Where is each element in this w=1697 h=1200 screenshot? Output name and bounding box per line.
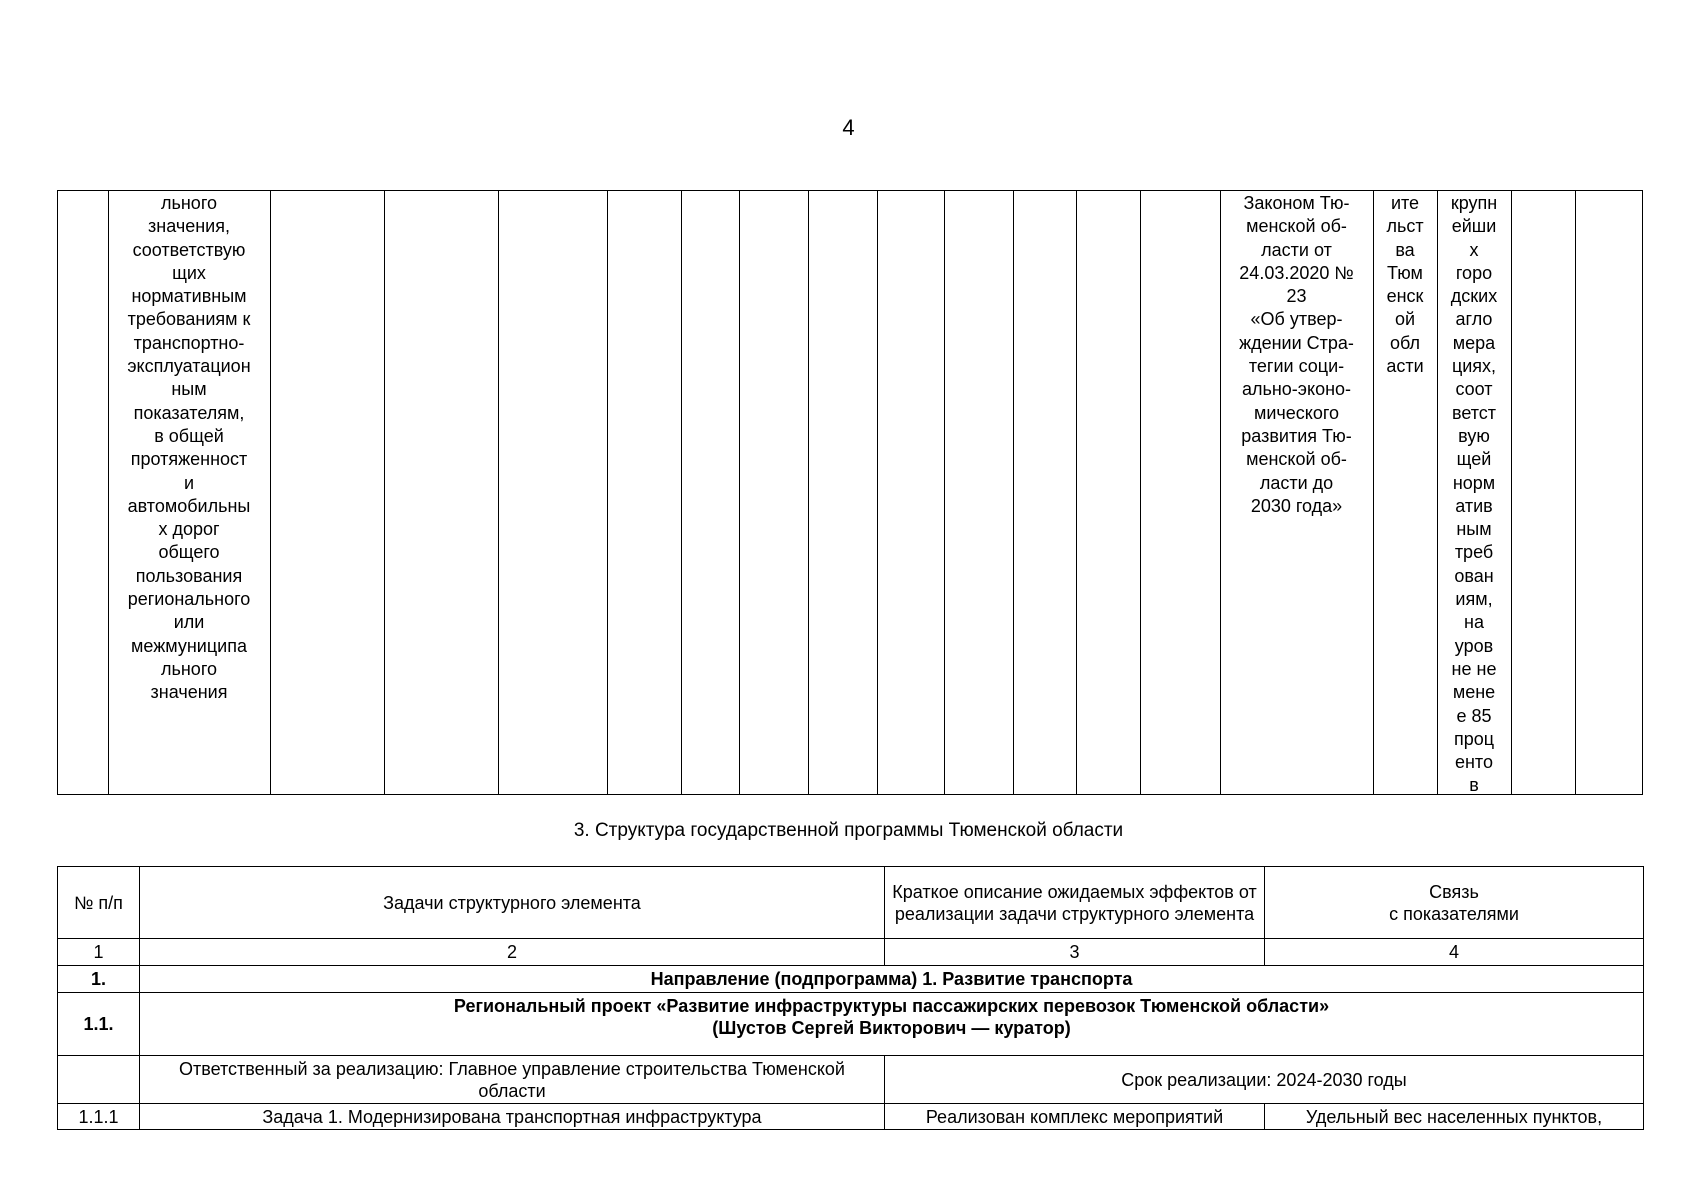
government-cell: ите льст ва Тюм енск ой обл асти: [1386, 193, 1424, 377]
responsible-text: Ответственный за реализацию: Главное управление строительства Тюменской области: [140, 1056, 885, 1104]
column-divider: [1575, 190, 1576, 795]
effect-text: Реализован комплекс мероприятий: [885, 1104, 1265, 1130]
column-divider: [1511, 190, 1512, 795]
continuation-table: [57, 190, 1643, 795]
column-divider: [498, 190, 499, 795]
indicator-cell: льного значения, соответствую щих нормативным требованиям к транспортно- эксплуатацион ным показателям, в общей протяженност и автомобильны х дорог общего пользования регионального или межмуниципа льного значения: [127, 193, 251, 703]
column-divider: [1013, 190, 1014, 795]
col-number: 3: [885, 939, 1265, 966]
task-row: [58, 1104, 1644, 1130]
column-divider: [808, 190, 809, 795]
task-text: Задача 1. Модернизирована транспортная инфраструктура: [140, 1104, 885, 1130]
section-title: 3. Структура государственной программы Тюменской области: [573, 820, 1124, 841]
direction-num: 1.: [58, 966, 140, 993]
col-number: 1: [58, 939, 140, 966]
column-divider: [1140, 190, 1141, 795]
project-cell: [140, 993, 1644, 1056]
goal-cell: крупн ейши х горо дских агло мера циях, соот ветст вую щей норм атив ным треб ован иям, на уров не не мене е 85 проц енто в: [1450, 193, 1498, 796]
col-number: 4: [1265, 939, 1644, 966]
header-num: № п/п: [58, 867, 140, 939]
column-number-row: [58, 939, 1644, 966]
column-divider: [877, 190, 878, 795]
column-divider: [681, 190, 682, 795]
indicator-text: Удельный вес населенных пунктов,: [1265, 1104, 1644, 1130]
responsible-row: [58, 1056, 1644, 1104]
column-divider: [1076, 190, 1077, 795]
header-row: [58, 867, 1644, 939]
column-divider: [944, 190, 945, 795]
header-link: Связь с показателями: [1265, 867, 1644, 939]
empty-cell: [58, 1056, 140, 1104]
column-divider: [270, 190, 271, 795]
task-num: 1.1.1: [58, 1104, 140, 1130]
direction-row: [58, 966, 1644, 993]
column-divider: [384, 190, 385, 795]
column-divider: [607, 190, 608, 795]
page-number: 4: [842, 115, 855, 140]
project-title: Региональный проект «Развитие инфраструктуры пассажирских перевозок Тюменской области»: [453, 996, 1330, 1016]
col-number: 2: [140, 939, 885, 966]
direction-title: Направление (подпрограмма) 1. Развитие транспорта: [140, 966, 1644, 993]
structure-table: [57, 866, 1644, 1130]
term-text: Срок реализации: 2024-2030 годы: [885, 1056, 1644, 1104]
header-tasks: Задачи структурного элемента: [140, 867, 885, 939]
column-divider: [739, 190, 740, 795]
project-row: [58, 993, 1644, 1056]
law-cell: Законом Тю- менской об- ласти от 24.03.2020 № 23 «Об утвер- ждении Стра- тегии соци- ально-эконо- мического развития Тю- менской об- ласти до 2030 года»: [1239, 193, 1354, 516]
header-effects: Краткое описание ожидаемых эффектов от реализации задачи структурного элемента: [885, 867, 1265, 939]
project-num: 1.1.: [58, 993, 140, 1056]
project-curator: (Шустов Сергей Викторович — куратор): [712, 1018, 1071, 1038]
